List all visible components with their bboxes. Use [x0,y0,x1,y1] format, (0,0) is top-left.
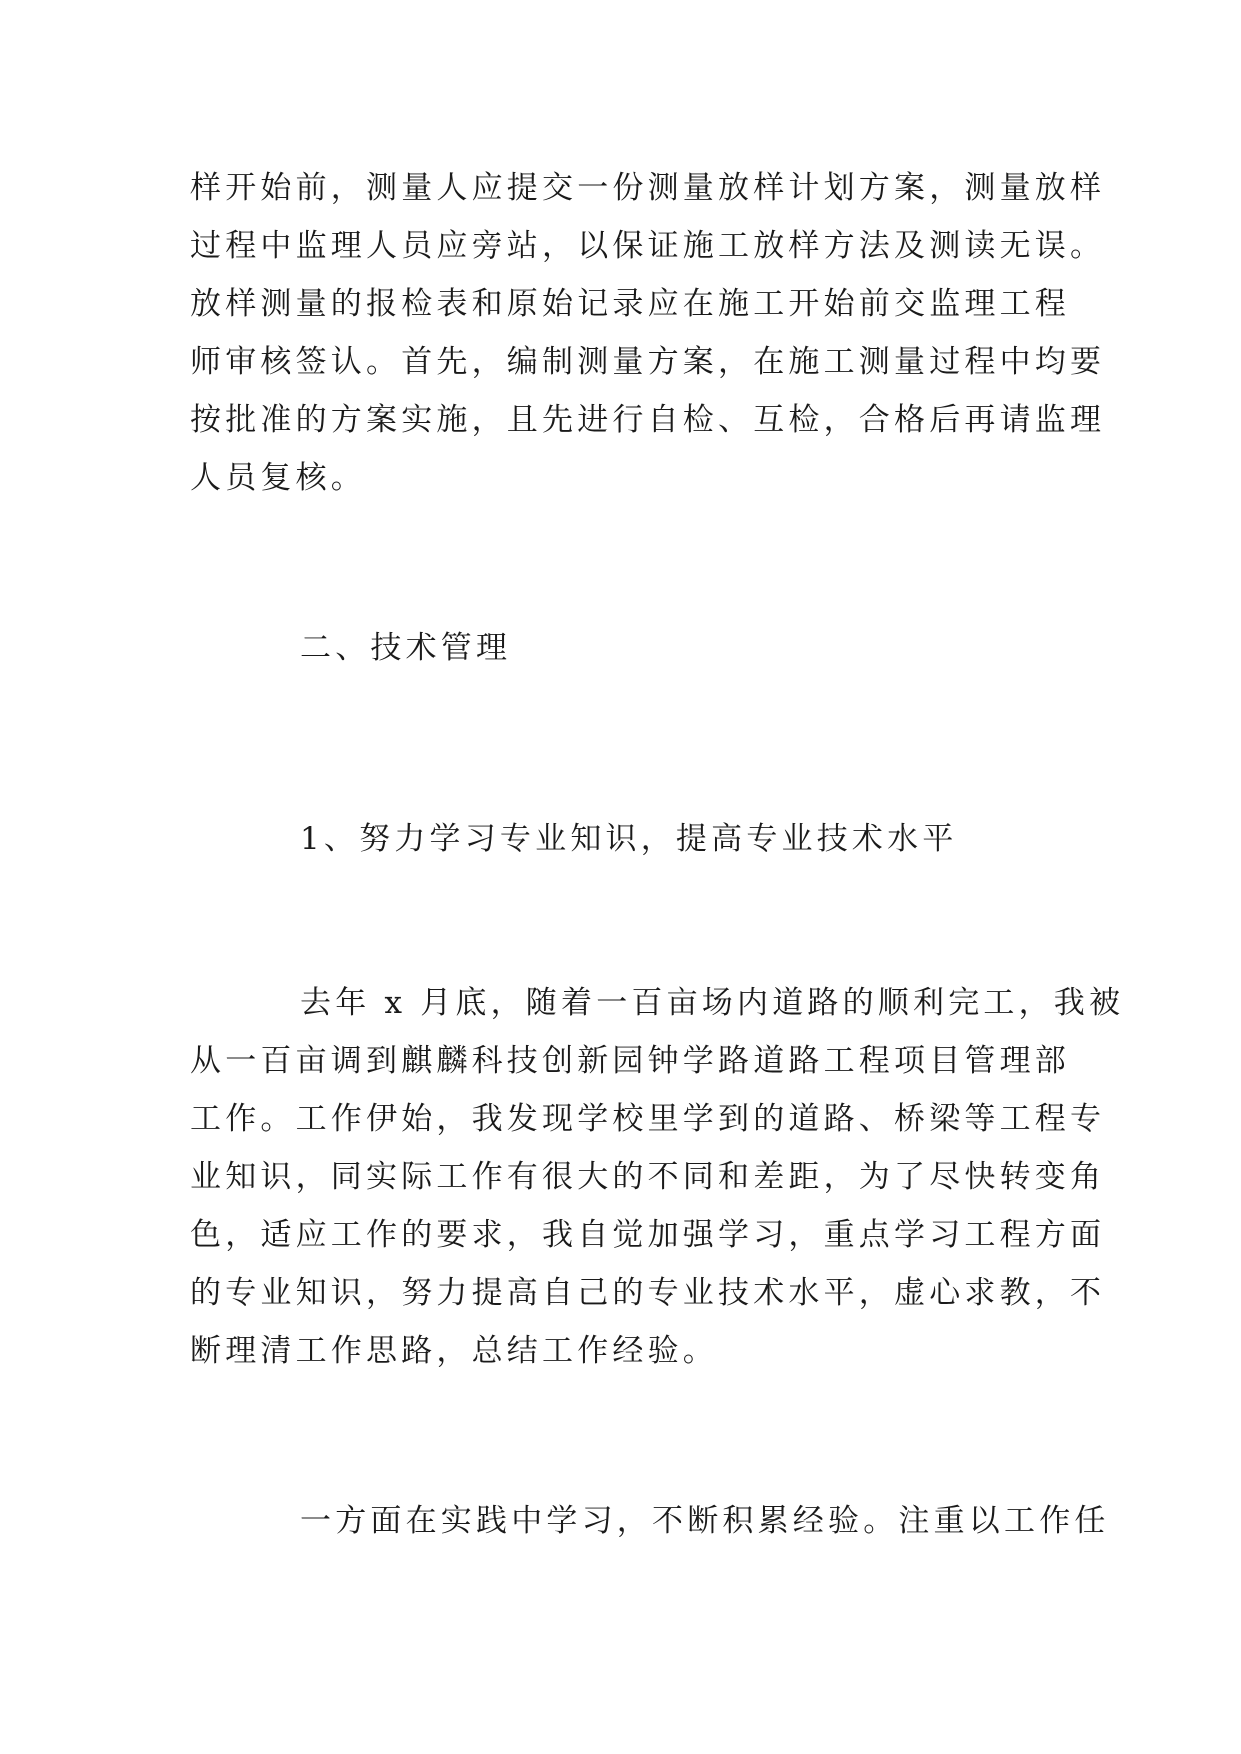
text-line: 从一百亩调到麒麟科技创新园钟学路道路工程项目管理部 [190,1043,1070,1079]
heading-study-professional-knowledge: 1、努力学习专业知识，提高专业技术水平 [300,821,958,857]
paragraph-transfer-and-learning [190,974,1125,1380]
text-line: 放样测量的报检表和原始记录应在施工开始前交监理工程 [190,286,1070,322]
text-line: 去年 x 月底，随着一百亩场内道路的顺利完工，我被 [300,985,1125,1021]
text-line: 人员复核。 [190,460,366,496]
text-line: 工作。工作伊始，我发现学校里学到的道路、桥梁等工程专 [190,1101,1106,1137]
paragraph-practice-learning [190,1492,1110,1550]
text-line: 业知识，同实际工作有很大的不同和差距，为了尽快转变角 [190,1159,1106,1195]
heading-technical-management: 二、技术管理 [300,630,512,666]
text-line: 按批准的方案实施，且先进行自检、互检，合格后再请监理 [190,402,1106,438]
section-heading [190,619,1060,677]
text-line: 师审核签认。首先，编制测量方案，在施工测量过程中均要 [190,344,1106,380]
text-line: 断理清工作思路，总结工作经验。 [190,1333,718,1369]
text-line: 的专业知识，努力提高自己的专业技术水平，虚心求教，不 [190,1275,1106,1311]
subsection-heading [190,810,1060,868]
text-line: 一方面在实践中学习，不断积累经验。注重以工作任 [300,1503,1110,1539]
text-line: 过程中监理人员应旁站，以保证施工放样方法及测读无误。 [190,228,1106,264]
paragraph-survey-staking [190,159,1106,507]
text-line: 样开始前，测量人应提交一份测量放样计划方案，测量放样 [190,170,1106,206]
text-line: 色，适应工作的要求，我自觉加强学习，重点学习工程方面 [190,1217,1106,1253]
